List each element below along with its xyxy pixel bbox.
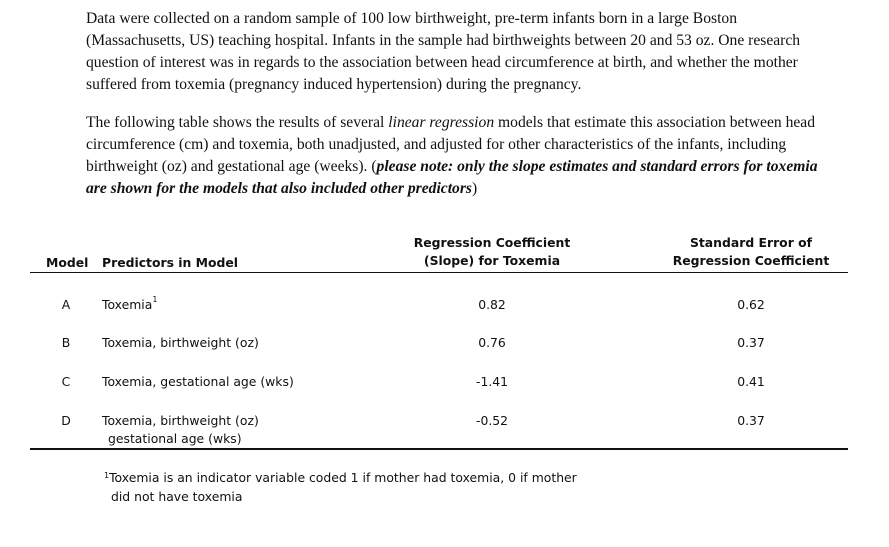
- footnote-line-2: did not have toxemia: [111, 489, 243, 504]
- p2-text-2: models that estimate this association between head circumference (cm) and toxemia, both unadjusted, and adjusted for other characteristics of the infants, including birthweight (oz) and gestational age (weeks). (: [86, 114, 816, 175]
- row-d-model: D: [61, 413, 71, 428]
- row-c-standard-error: 0.41: [737, 374, 765, 389]
- row-c-model: C: [61, 374, 71, 389]
- header-se-line1: Standard Error of: [689, 235, 813, 250]
- row-d-predictors: Toxemia, birthweight (oz): [102, 413, 259, 428]
- intro-paragraph-1: Data were collected on a random sample of 100 low birthweight, pre-term infants born in a large Boston (Massachusetts, US) teaching hospital. Infants in the sample had birthweights between 20 and 53 oz. One research question of interest was in regards to the association between head circumference at birth, and whether the mother suffered from toxemia (pregnancy induced hypertension) during the pregnancy.: [86, 10, 801, 93]
- header-standard-error: [673, 235, 830, 268]
- table-header-rule: [30, 272, 848, 273]
- row-a-standard-error: 0.62: [737, 297, 765, 312]
- row-a-predictors: [102, 297, 157, 312]
- row-a-coefficient: 0.82: [478, 297, 506, 312]
- p2-text-1: The following table shows the results of several: [86, 114, 389, 131]
- intro-paragraph-2: [86, 112, 826, 200]
- row-d-predictors-line2: gestational age (wks): [108, 431, 242, 446]
- header-coefficient-line1: Regression Coefficient: [413, 235, 571, 250]
- table-bottom-rule: [30, 448, 848, 450]
- row-a-footnote-mark: 1: [152, 295, 158, 304]
- header-coefficient: [414, 235, 571, 268]
- row-b-standard-error: 0.37: [737, 335, 765, 350]
- row-d-coefficient: -0.52: [475, 413, 509, 428]
- header-model: Model: [46, 255, 89, 270]
- row-a-predictors-text: Toxemia: [102, 297, 153, 312]
- footnote-text-1: Toxemia is an indicator variable coded 1 if mother had toxemia, 0 if mother: [109, 470, 577, 485]
- row-c-coefficient: -1.41: [475, 374, 509, 389]
- row-b-predictors: Toxemia, birthweight (oz): [102, 335, 259, 350]
- row-b-model: B: [61, 335, 71, 350]
- row-b-coefficient: 0.76: [478, 335, 506, 350]
- row-a-model: A: [61, 297, 71, 312]
- row-d-standard-error: 0.37: [737, 413, 765, 428]
- p2-note: please note: only the slope estimates and standard errors for toxemia are shown for the models that also included other predictors: [86, 158, 818, 197]
- header-predictors: Predictors in Model: [102, 255, 239, 270]
- p2-close: ): [471, 180, 478, 197]
- header-se-line2: Regression Coefficient: [672, 253, 830, 268]
- header-coefficient-line2: (Slope) for Toxemia: [423, 253, 561, 268]
- footnote-line-1: [104, 468, 577, 487]
- row-c-predictors: Toxemia, gestational age (wks): [102, 374, 294, 389]
- footnote-mark: 1: [104, 471, 110, 480]
- p2-linear-regression: linear regression: [388, 114, 495, 131]
- table-footnote: [104, 468, 577, 506]
